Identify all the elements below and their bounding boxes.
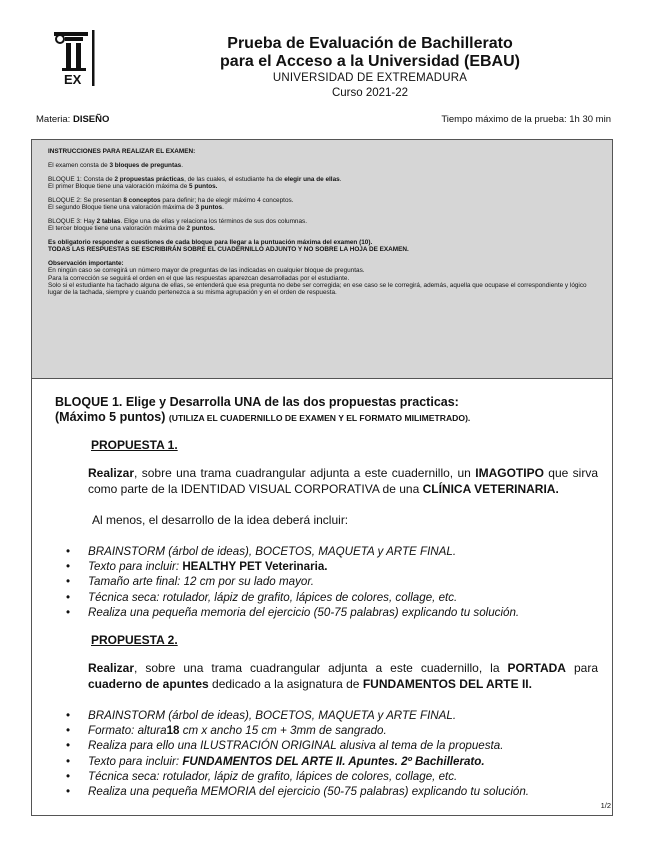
subject-line bbox=[36, 114, 109, 125]
list-item: • Técnica seca: rotulador, lápiz de grafito, lápices de colores, collage, etc. bbox=[66, 590, 519, 605]
text: (Máximo 5 puntos) bbox=[55, 410, 169, 424]
list-item bbox=[66, 559, 519, 574]
exam-title-line1: Prueba de Evaluación de Bachillerato bbox=[227, 35, 513, 52]
subject-value: DISEÑO bbox=[72, 114, 110, 125]
text: . bbox=[181, 161, 183, 169]
text: BLOQUE 3: Hay bbox=[48, 217, 97, 225]
text: . Elige una de ellas y relaciona los términos de sus dos columnas. bbox=[120, 217, 307, 225]
text-bold: 2 tablas bbox=[96, 217, 121, 225]
bloque1-title: BLOQUE 1. Elige y Desarrolla UNA de las dos propuestas practicas: bbox=[55, 395, 459, 409]
text: cm x ancho 15 cm + 3mm de sangrado. bbox=[179, 724, 387, 738]
text: BLOQUE 2: Se presentan bbox=[48, 196, 124, 204]
university-name: UNIVERSIDAD DE EXTREMADURA bbox=[272, 72, 468, 84]
list-item: • Realiza una pequeña memoria del ejercicio (50-75 palabras) explicando tu solución. bbox=[66, 605, 519, 620]
text-bold: 3 puntos bbox=[195, 203, 223, 211]
propuesta1-description bbox=[88, 466, 598, 497]
text-bold: HEALTHY PET Veterinaria. bbox=[182, 560, 328, 574]
text-bold: 18 bbox=[166, 724, 180, 738]
text: que sirva como parte de la IDENTIDAD VISUAL CORPORATIVA de una bbox=[88, 466, 598, 496]
text: El tercer bloque tiene una valoración máxima de bbox=[48, 225, 187, 233]
list-item: • BRAINSTORM (árbol de ideas), BOCETOS, MAQUETA y ARTE FINAL. bbox=[66, 708, 529, 723]
text: El primer Bloque tiene una valoración máxima de bbox=[48, 182, 190, 190]
bloque2-instructions bbox=[48, 197, 602, 212]
text: , sobre una trama cuadrangular adjunta a este cuadernillo, un bbox=[134, 466, 476, 480]
text-bold: Realizar bbox=[88, 661, 135, 675]
text-bold: cuaderno de apuntes bbox=[88, 676, 209, 691]
text: . bbox=[339, 175, 342, 183]
text: Formato: altura bbox=[88, 724, 167, 738]
bloque1-subtitle bbox=[55, 410, 470, 424]
max-time: Tiempo máximo de la prueba: 1h 30 min bbox=[441, 114, 611, 125]
text-bold: 2 puntos. bbox=[186, 225, 215, 233]
text: El examen consta de bbox=[48, 161, 110, 169]
list-item: • Realiza para ello una ILUSTRACIÓN ORIGINAL alusiva al tema de la propuesta. bbox=[66, 738, 529, 753]
subject-label: Materia: bbox=[36, 114, 73, 125]
exam-structure bbox=[48, 162, 602, 169]
text: , de las cuales, el estudiante ha de bbox=[184, 175, 285, 183]
list-item: • Técnica seca: rotulador, lápiz de grafito, lápices de colores, collage, etc. bbox=[66, 769, 529, 784]
text-bold: 2 propuestas prácticas bbox=[114, 175, 185, 183]
text: para definir; ha de elegir máximo 4 conceptos. bbox=[160, 196, 294, 204]
page-number: 1/2 bbox=[600, 801, 611, 810]
text: Solo si el estudiante ha tachado alguna de ellas, se entenderá que esa pregunta no debe ser corregida; en ese caso se le corregirá, además, aquella que ocupase el correspondiente y lógico lugar de la tachada, siempre y cuando pertenezca a su misma agrupación y en el orden de respuesta. bbox=[48, 281, 587, 297]
propuesta1-heading: PROPUESTA 1. bbox=[91, 438, 178, 452]
text-bold: elegir una de ellas bbox=[284, 175, 340, 183]
mandatory-note bbox=[48, 239, 602, 254]
list-item bbox=[66, 723, 529, 738]
logo-text: EX bbox=[64, 72, 82, 87]
exam-title-line2: para el Acceso a la Universidad (EBAU) bbox=[220, 53, 520, 70]
text-bold: Observación importante: bbox=[48, 259, 124, 267]
propuesta1-list bbox=[66, 544, 519, 620]
text-bold: IMAGOTIPO bbox=[475, 466, 544, 480]
list-item: • BRAINSTORM (árbol de ideas), BOCETOS, MAQUETA y ARTE FINAL. bbox=[66, 544, 519, 559]
propuesta2-description bbox=[88, 661, 598, 692]
course-year: Curso 2021-22 bbox=[331, 87, 409, 99]
text: En ningún caso se corregirá un número mayor de preguntas de las indicadas en cualquier bloque de preguntas. bbox=[48, 267, 365, 275]
text-bold: 8 conceptos bbox=[123, 196, 161, 204]
text-bold: FUNDAMENTOS DEL ARTE II. Apuntes. 2º Bachillerato. bbox=[182, 754, 485, 768]
text: Es obligatorio responder a cuestiones de cada bloque para llegar a la puntuación máxima del examen (10). bbox=[48, 238, 373, 246]
text: dedicado a la asignatura de bbox=[208, 676, 363, 691]
text: (UTILIZA EL CUADERNILLO DE EXAMEN Y EL FORMATO MILIMETRADO). bbox=[168, 413, 471, 423]
instructions-box bbox=[31, 139, 613, 379]
text-bold: 3 bloques de preguntas bbox=[109, 161, 182, 169]
text-bold: CLÍNICA VETERINARIA. bbox=[422, 481, 559, 496]
bloque1-instructions bbox=[48, 176, 602, 191]
list-item: • Realiza una pequeña MEMORIA del ejercicio (50-75 palabras) explicando tu solución. bbox=[66, 784, 529, 799]
text: para bbox=[565, 661, 598, 675]
university-logo bbox=[52, 28, 100, 90]
text-bold: FUNDAMENTOS DEL ARTE II. bbox=[362, 676, 532, 691]
text: Para la corrección se seguirá el orden en el que las respuestas aparezcan desarrolladas por el estudiante. bbox=[48, 274, 350, 282]
text: , sobre una trama cuadrangular adjunta a este cuadernillo, la bbox=[134, 661, 508, 675]
list-item bbox=[66, 754, 529, 769]
text-bold: PORTADA bbox=[507, 661, 566, 675]
bloque3-instructions bbox=[48, 218, 602, 233]
propuesta1-requirements-intro: Al menos, el desarrollo de la idea deberá incluir: bbox=[92, 513, 349, 527]
text-bold: Realizar bbox=[88, 466, 135, 480]
instructions-heading: INSTRUCCIONES PARA REALIZAR EL EXAMEN: bbox=[48, 148, 196, 155]
text: . bbox=[222, 203, 224, 211]
propuesta2-heading: PROPUESTA 2. bbox=[91, 633, 178, 647]
text: El segundo Bloque tiene una valoración máxima de bbox=[48, 203, 196, 211]
text: BLOQUE 1: Consta de bbox=[48, 175, 115, 183]
important-observation bbox=[48, 260, 602, 296]
list-item: • Tamaño arte final: 12 cm por su lado mayor. bbox=[66, 574, 519, 589]
text: Texto para incluir: bbox=[88, 560, 183, 574]
text: TODAS LAS RESPUESTAS SE ESCRIBIRÁN SOBRE EL CUADERNILLO ADJUNTO Y NO SOBRE LA HOJA DE EXAMEN. bbox=[48, 246, 409, 254]
text: Texto para incluir: bbox=[88, 754, 183, 768]
text-bold: 5 puntos. bbox=[189, 182, 218, 190]
propuesta2-list bbox=[66, 708, 529, 799]
